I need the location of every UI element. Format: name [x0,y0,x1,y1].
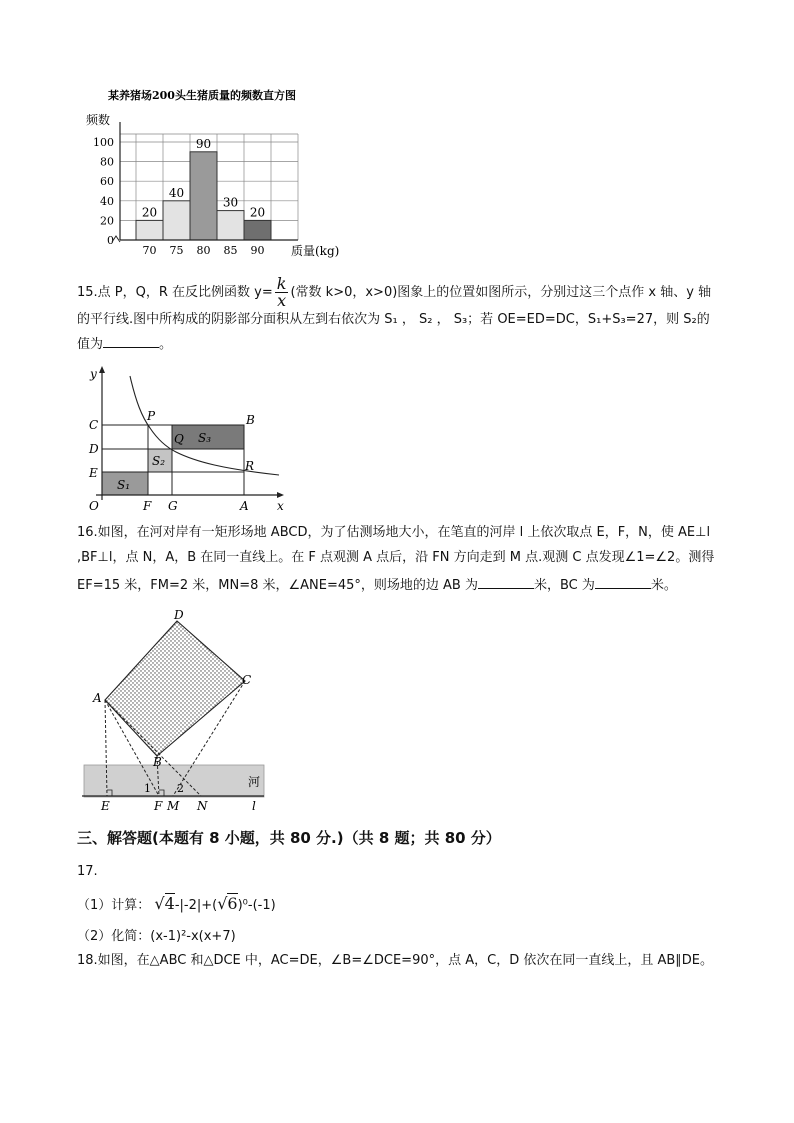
bar-value-label: 30 [222,195,239,210]
label-a: A [240,499,249,513]
label-s2: S₂ [152,454,166,468]
q16-line3 [77,574,677,596]
bar [244,220,271,240]
bar-value-label: 20 [141,205,158,220]
bar-value-label: 90 [195,136,212,151]
y-tick-label: 40 [100,194,114,208]
label-l: l [252,799,256,812]
y-tick-label: 100 [93,136,114,149]
q15-figure [84,362,296,514]
label-d: D [174,610,184,622]
label-n: N [197,799,208,812]
label-b: B [153,755,162,769]
label-s1: S₁ [117,478,131,492]
q15-line1 [77,276,711,309]
y-tick-label: 60 [100,175,114,189]
y-tick-label: 20 [100,214,114,228]
field-abcd [105,621,245,756]
label-o: O [89,499,99,513]
q17-part2: （2）化简：(x-1)²-x(x+7) [77,929,236,944]
sqrt-4: √4 [154,894,175,913]
q16-figure [80,610,270,812]
fraction-k-over-x [275,276,289,309]
x-axis-label: 质量(kg) [291,244,340,258]
q15-text-c: 值为 [77,337,104,352]
bar [190,152,217,240]
label-m: M [167,799,180,812]
label-e: E [101,799,110,812]
q16-text-a: EF=15 米，FM=2 米，MN=8 米，∠ANE=45°，则场地的边 AB 为 [77,578,478,593]
q15-text-b: (常数 k>0，x>0)图象上的位置如图所示，分别过这三个点作 x 轴、y 轴 [290,285,712,300]
chart-title: 某养猪场200头生猪质量的频数直方图 [108,89,296,102]
q17-part1 [77,894,276,916]
sqrt-6-radicand: 6 [227,894,238,913]
x-tick-label: 90 [250,244,265,257]
angle-2: 2 [177,782,184,795]
q16-line2: ,BF⊥l，点 N，A，B 在同一直线上。在 F 点观测 A 点后，沿 FN 方向走到 M 点.观测 C 点发现∠1=∠2。测得 [77,550,715,565]
q16-text-c: 米。 [650,578,677,593]
q15-line2: 的平行线.图中所构成的阴影部分面积从左到右依次为 S₁ ， S₂ ， S₃；若 OE=ED=DC，S₁+S₃=27，则 S₂的 [77,312,710,327]
q15-answer-blank[interactable] [103,333,159,348]
bar [136,220,163,240]
x-tick-label: 70 [142,244,157,257]
y-arrow [99,366,105,373]
q17-number: 17. [77,864,98,879]
x-tick-label: 80 [196,244,211,257]
q16-text-b: 米，BC 为 [533,578,595,593]
q15-text-d: 。 [159,337,173,352]
angle-1: 1 [144,782,151,795]
label-f: F [143,499,152,513]
bar-value-label: 20 [249,205,266,220]
label-r: R [245,459,255,473]
label-d: D [89,442,99,456]
y-tick-label: 80 [100,155,114,169]
fraction-numerator: k [276,274,287,293]
q16-line1: 16.如图，在河对岸有一矩形场地 ABCD，为了估测场地大小，在笔直的河岸 l 上依次取点 E，F，N，使 AE⊥l [77,525,711,540]
label-y: y [90,367,97,381]
label-x: x [277,499,284,513]
bar [163,201,190,240]
label-q: Q [174,432,184,446]
label-e: E [89,466,98,480]
q17-part1-end: )⁰-(-1) [237,898,276,913]
river-label: 河 [248,775,261,789]
label-c: C [89,418,99,432]
label-a: A [93,691,102,705]
label-s3: S₃ [198,431,212,445]
fraction-denominator: x [277,291,287,310]
label-p: P [147,409,156,423]
label-c: C [242,673,252,687]
q18-text: 18.如图，在△ABC 和△DCE 中，AC=DE，∠B=∠DCE=90°，点 A，C，D 依次在同一直线上，且 AB∥DE。 [77,953,714,968]
chart-bars [136,137,271,240]
x-tick-label: 85 [223,244,238,257]
bar-value-label: 40 [168,185,185,200]
q16-ab-blank[interactable] [478,574,534,589]
bar [217,211,244,240]
x-tick-label: 75 [169,244,184,257]
q17-part1-label: （1）计算： [77,898,151,913]
river-band [84,765,264,797]
sqrt-4-radicand: 4 [164,894,175,913]
q17-part1-mid: -|-2|+( [174,898,218,913]
label-g: G [168,499,178,513]
label-b: B [246,413,255,427]
y-tick-label: 0 [107,234,114,247]
x-arrow [277,492,284,498]
q16-bc-blank[interactable] [595,574,651,589]
label-f: F [154,799,163,812]
section3-title: 三、解答题(本题有 8 小题，共 80 分.)（共 8 题；共 80 分） [77,829,501,847]
histogram-figure [78,82,348,264]
sqrt-6: √6 [217,894,238,913]
q15-text-a: 15.点 P，Q，R 在反比例函数 y= [77,285,273,300]
y-axis-label: 频数 [86,113,111,127]
q15-line3 [77,333,172,355]
